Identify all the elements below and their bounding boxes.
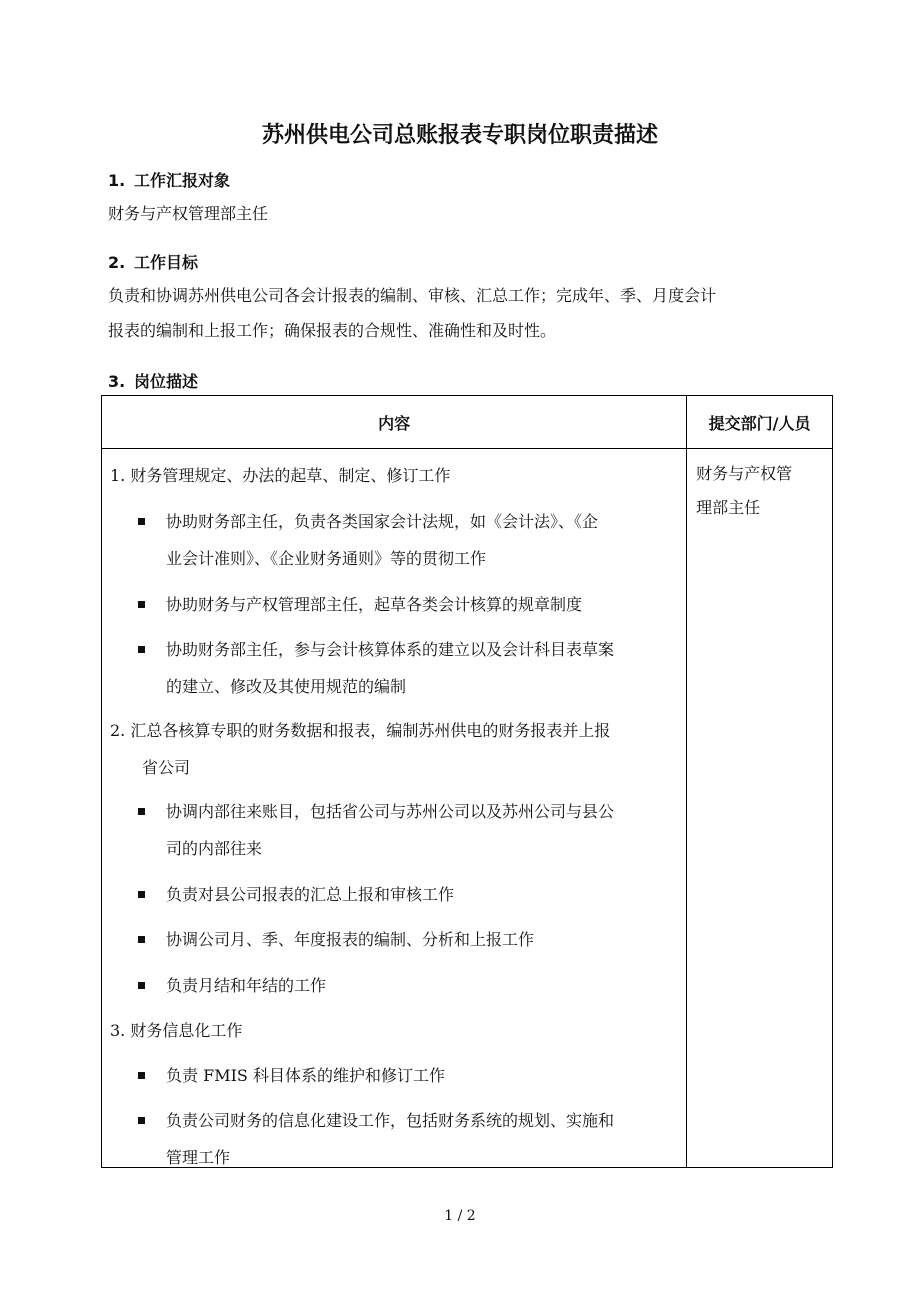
duty-item-line-1: 协助财务与产权管理部主任，起草各类会计核算的规章制度 bbox=[166, 595, 583, 614]
bullet-icon bbox=[138, 808, 145, 815]
duty-item bbox=[138, 1102, 682, 1176]
duty-section-2-title bbox=[110, 712, 682, 786]
duty-item-line-1: 协调公司月、季、年度报表的编制、分析和上报工作 bbox=[166, 930, 535, 949]
dept-line-2: 理部主任 bbox=[696, 498, 761, 517]
duty-table-header-row bbox=[102, 396, 833, 449]
section-3-number: 3. bbox=[108, 372, 126, 391]
duty-item bbox=[138, 876, 682, 913]
section-2-heading-text: 工作目标 bbox=[134, 253, 199, 272]
section-1-text: 财务与产权管理部主任 bbox=[108, 204, 269, 223]
duty-item-line-1: 协调内部往来账目，包括省公司与苏州公司以及苏州公司与县公 bbox=[166, 802, 615, 821]
duty-item-line-1: 负责对县公司报表的汇总上报和审核工作 bbox=[166, 885, 455, 904]
bullet-icon bbox=[138, 891, 145, 898]
duty-item bbox=[138, 967, 682, 1004]
duty-item bbox=[138, 586, 682, 623]
section-2-line-1: 负责和协调苏州供电公司各会计报表的编制、审核、汇总工作；完成年、季、月度会计 bbox=[108, 286, 717, 305]
duty-section-1-title: 1. 财务管理规定、办法的起草、制定、修订工作 bbox=[110, 466, 451, 485]
duty-section-3-title: 3. 财务信息化工作 bbox=[110, 1021, 243, 1040]
bullet-icon bbox=[138, 646, 145, 653]
section-3-heading bbox=[108, 369, 198, 392]
duty-item bbox=[138, 631, 682, 705]
dept-line-1: 财务与产权管 bbox=[696, 464, 793, 483]
duty-item-line-2: 的建立、修改及其使用规范的编制 bbox=[166, 677, 407, 696]
duty-item-line-2: 司的内部往来 bbox=[166, 839, 263, 858]
header-content: 内容 bbox=[102, 396, 687, 449]
duty-item-line-1: 协助财务部主任，参与会计核算体系的建立以及会计科目表草案 bbox=[166, 640, 615, 659]
section-1-number: 1. bbox=[108, 171, 126, 190]
duty-item-line-1: 负责公司财务的信息化建设工作，包括财务系统的规划、实施和 bbox=[166, 1111, 615, 1130]
duty-item bbox=[138, 503, 682, 577]
duty-item-line-1: 协助财务部主任，负责各类国家会计法规，如《会计法》、《企 bbox=[166, 512, 599, 531]
duty-item bbox=[138, 1057, 682, 1094]
duty-item bbox=[138, 921, 682, 958]
duty-item-line-2: 业会计准则》、《企业财务通则》等的贯彻工作 bbox=[166, 549, 487, 568]
bullet-icon bbox=[138, 936, 145, 943]
section-3-heading-text: 岗位描述 bbox=[134, 372, 199, 391]
page-number: 1 / 2 bbox=[444, 1208, 476, 1224]
bullet-icon bbox=[138, 518, 145, 525]
duty-section-2-title-line-1: 2. 汇总各核算专职的财务数据和报表，编制苏州供电的财务报表并上报 bbox=[110, 721, 611, 740]
duty-item bbox=[138, 793, 682, 867]
content-cell bbox=[102, 449, 687, 1168]
duty-table bbox=[101, 395, 833, 1168]
duty-section-2-title-line-2: 省公司 bbox=[142, 758, 191, 777]
dept-cell bbox=[687, 449, 833, 1168]
section-2-number: 2. bbox=[108, 253, 126, 272]
bullet-icon bbox=[138, 982, 145, 989]
duty-item-line-1: 负责 FMIS 科目体系的维护和修订工作 bbox=[166, 1066, 445, 1085]
section-1-heading-text: 工作汇报对象 bbox=[134, 171, 231, 190]
section-1-heading bbox=[108, 168, 230, 191]
duty-item-line-2: 管理工作 bbox=[166, 1148, 231, 1167]
bullet-icon bbox=[138, 1072, 145, 1079]
section-2-line-2: 报表的编制和上报工作；确保报表的合规性、准确性和及时性。 bbox=[108, 321, 557, 340]
bullet-icon bbox=[138, 601, 145, 608]
bullet-icon bbox=[138, 1117, 145, 1124]
duty-item-line-1: 负责月结和年结的工作 bbox=[166, 976, 327, 995]
duty-table-body-row bbox=[102, 449, 833, 1168]
section-2-heading bbox=[108, 250, 198, 273]
document-title: 苏州供电公司总账报表专职岗位职责描述 bbox=[261, 123, 658, 148]
header-dept: 提交部门/人员 bbox=[687, 396, 833, 449]
